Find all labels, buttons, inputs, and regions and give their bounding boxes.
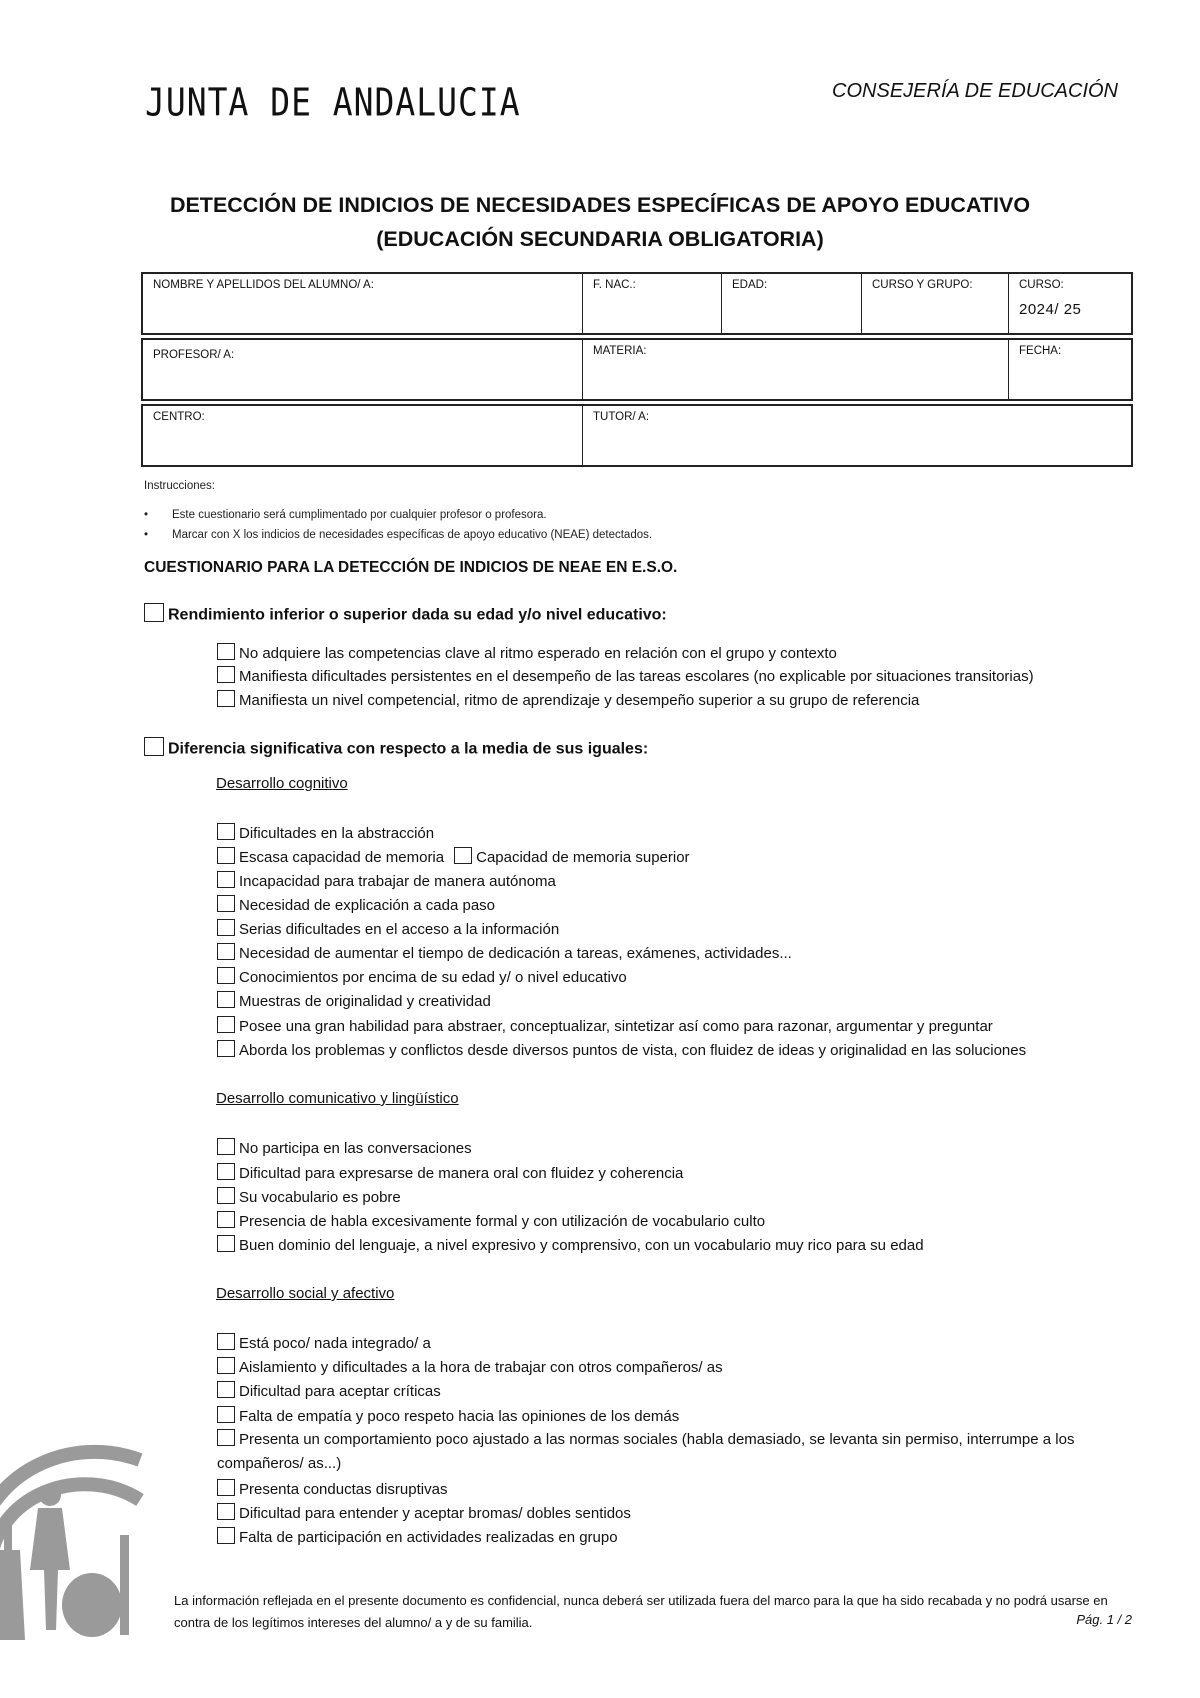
checkbox[interactable] — [217, 1138, 235, 1155]
checkbox[interactable] — [217, 1187, 235, 1204]
checklist-item: Manifiesta dificultades persistentes en el desempeño de las tareas escolares (no explicable por situaciones transitorias) — [217, 668, 1034, 686]
checkbox[interactable] — [217, 643, 235, 660]
subsection-cognitivo: Desarrollo cognitivo — [216, 775, 348, 792]
checklist-item: Dificultades en la abstracción — [217, 825, 434, 843]
confidentiality-notice: La información reflejada en el presente documento es confidencial, nunca deberá ser utilizada fuera del marco para la que ha sido recabada y no podrá usarse en contra de los legítimos intereses del alumno/ a y de su familia. — [174, 1593, 1108, 1630]
checklist-item: Presenta conductas disruptivas — [217, 1481, 447, 1499]
checkbox[interactable] — [217, 1527, 235, 1544]
age-field[interactable] — [721, 274, 861, 333]
checklist-item: Falta de participación en actividades realizadas en grupo — [217, 1529, 618, 1547]
subsection-comunicativo: Desarrollo comunicativo y lingüístico — [216, 1090, 459, 1107]
checklist-item: Posee una gran habilidad para abstraer, conceptualizar, sintetizar así como para razonar, argumentar y preguntar — [217, 1018, 993, 1036]
course-group-label: CURSO Y GRUPO: — [872, 279, 973, 291]
checklist-item: No participa en las conversaciones — [217, 1140, 472, 1158]
checklist-item: Buen dominio del lenguaje, a nivel expresivo y comprensivo, con un vocabulario muy rico para su edad — [217, 1237, 924, 1255]
tutor-field[interactable] — [582, 406, 1133, 465]
student-name-field[interactable] — [143, 274, 582, 333]
instruction-item: • Este cuestionario será cumplimentado por cualquier profesor o profesora. — [144, 509, 547, 521]
checklist-item: Su vocabulario es pobre — [217, 1189, 401, 1207]
school-year-value: 2024/ 25 — [1019, 301, 1082, 318]
checklist-item: Muestras de originalidad y creatividad — [217, 993, 491, 1011]
checkbox[interactable] — [217, 1406, 235, 1423]
checklist-item: Serias dificultades en el acceso a la información — [217, 921, 559, 939]
student-name-label: NOMBRE Y APELLIDOS DEL ALUMNO/ A: — [153, 279, 374, 291]
center-label: CENTRO: — [153, 411, 205, 423]
checklist-item: Dificultad para aceptar críticas — [217, 1383, 441, 1401]
questionnaire-title: CUESTIONARIO PARA LA DETECCIÓN DE INDICIOS DE NEAE EN E.S.O. — [144, 559, 678, 576]
checklist-item: Dificultad para entender y aceptar bromas/ dobles sentidos — [217, 1505, 631, 1523]
group-diferencia — [144, 740, 648, 759]
department-name: CONSEJERÍA DE EDUCACIÓN — [832, 80, 1118, 102]
student-info-row — [141, 272, 1133, 335]
subsection-social: Desarrollo social y afectivo — [216, 1285, 395, 1302]
document-subtitle: (EDUCACIÓN SECUNDARIA OBLIGATORIA) — [376, 227, 824, 251]
checklist-item: Aborda los problemas y conflictos desde diversos puntos de vista, con fluidez de ideas y originalidad en las soluciones — [217, 1042, 1026, 1060]
school-year-label: CURSO: — [1019, 279, 1064, 291]
teacher-label: PROFESOR/ A: — [153, 349, 235, 361]
checkbox[interactable] — [217, 847, 235, 864]
age-label: EDAD: — [732, 279, 768, 291]
checkbox[interactable] — [217, 1357, 235, 1374]
checklist-item: Escasa capacidad de memoria Capacidad de memoria superior — [217, 849, 690, 867]
andalucia-emblem-icon — [0, 1400, 145, 1640]
checkbox[interactable] — [217, 1333, 235, 1350]
checkbox[interactable] — [217, 991, 235, 1008]
checkbox[interactable] — [217, 1040, 235, 1057]
checklist-item: Dificultad para expresarse de manera oral con fluidez y coherencia — [217, 1165, 683, 1183]
checkbox[interactable] — [217, 1429, 235, 1446]
checklist-item: Manifiesta un nivel competencial, ritmo de aprendizaje y desempeño superior a su grupo de referencia — [217, 692, 919, 710]
checkbox[interactable] — [217, 895, 235, 912]
checklist-item: Presencia de habla excesivamente formal y con utilización de vocabulario culto — [217, 1213, 765, 1231]
checkbox[interactable] — [217, 1381, 235, 1398]
checkbox[interactable] — [217, 1503, 235, 1520]
birthdate-label: F. NAC.: — [593, 279, 636, 291]
checklist-item: Falta de empatía y poco respeto hacia las opiniones de los demás — [217, 1408, 679, 1426]
page-number: Pág. 1 / 2 — [1076, 1612, 1132, 1627]
checkbox[interactable] — [144, 737, 164, 756]
checklist-item: Presenta un comportamiento poco ajustado a las normas sociales (habla demasiado, se levanta sin permiso, interrumpe a los compañeros/ as...) — [217, 1428, 1117, 1476]
checkbox[interactable] — [217, 1479, 235, 1496]
document-title: DETECCIÓN DE INDICIOS DE NECESIDADES ESPECÍFICAS DE APOYO EDUCATIVO — [169, 193, 1031, 217]
birthdate-field[interactable] — [582, 274, 721, 333]
center-field[interactable] — [143, 406, 582, 465]
instruction-item: • Marcar con X los indicios de necesidades específicas de apoyo educativo (NEAE) detectados. — [144, 529, 653, 541]
checkbox[interactable] — [144, 603, 164, 622]
checklist-item: No adquiere las competencias clave al ritmo esperado en relación con el grupo y contexto — [217, 645, 837, 663]
checkbox[interactable] — [217, 943, 235, 960]
checklist-item: Incapacidad para trabajar de manera autónoma — [217, 873, 556, 891]
checkbox[interactable] — [217, 871, 235, 888]
group-rendimiento — [144, 606, 667, 625]
junta-logo: JUNTA DE ANDALUCIA — [145, 80, 521, 125]
group-label: Diferencia significativa con respecto a la media de sus iguales: — [168, 740, 649, 758]
center-info-row — [141, 404, 1133, 467]
group-label: Rendimiento inferior o superior dada su edad y/o nivel educativo: — [168, 606, 667, 624]
subject-field[interactable] — [582, 340, 1008, 399]
date-label: FECHA: — [1019, 345, 1062, 357]
checkbox[interactable] — [217, 1235, 235, 1252]
checkbox[interactable] — [217, 1016, 235, 1033]
checklist-item: Necesidad de aumentar el tiempo de dedicación a tareas, exámenes, actividades... — [217, 945, 792, 963]
checklist-item: Está poco/ nada integrado/ a — [217, 1335, 431, 1353]
date-field[interactable] — [1008, 340, 1133, 399]
checkbox[interactable] — [217, 967, 235, 984]
teacher-info-row — [141, 338, 1133, 401]
checkbox[interactable] — [217, 1211, 235, 1228]
checklist-item: Conocimientos por encima de su edad y/ o nivel educativo — [217, 969, 627, 987]
checkbox[interactable] — [217, 690, 235, 707]
checklist-item: Necesidad de explicación a cada paso — [217, 897, 495, 915]
tutor-label: TUTOR/ A: — [593, 411, 650, 423]
subject-label: MATERIA: — [593, 345, 647, 357]
checkbox[interactable] — [454, 847, 472, 864]
course-group-field[interactable] — [861, 274, 1008, 333]
checklist-item: Aislamiento y dificultades a la hora de trabajar con otros compañeros/ as — [217, 1359, 723, 1377]
school-year-field[interactable] — [1008, 274, 1133, 333]
checkbox[interactable] — [217, 919, 235, 936]
teacher-field[interactable] — [143, 340, 582, 399]
checkbox[interactable] — [217, 666, 235, 683]
checkbox[interactable] — [217, 1163, 235, 1180]
instructions-label: Instrucciones: — [144, 480, 215, 492]
checkbox[interactable] — [217, 823, 235, 840]
